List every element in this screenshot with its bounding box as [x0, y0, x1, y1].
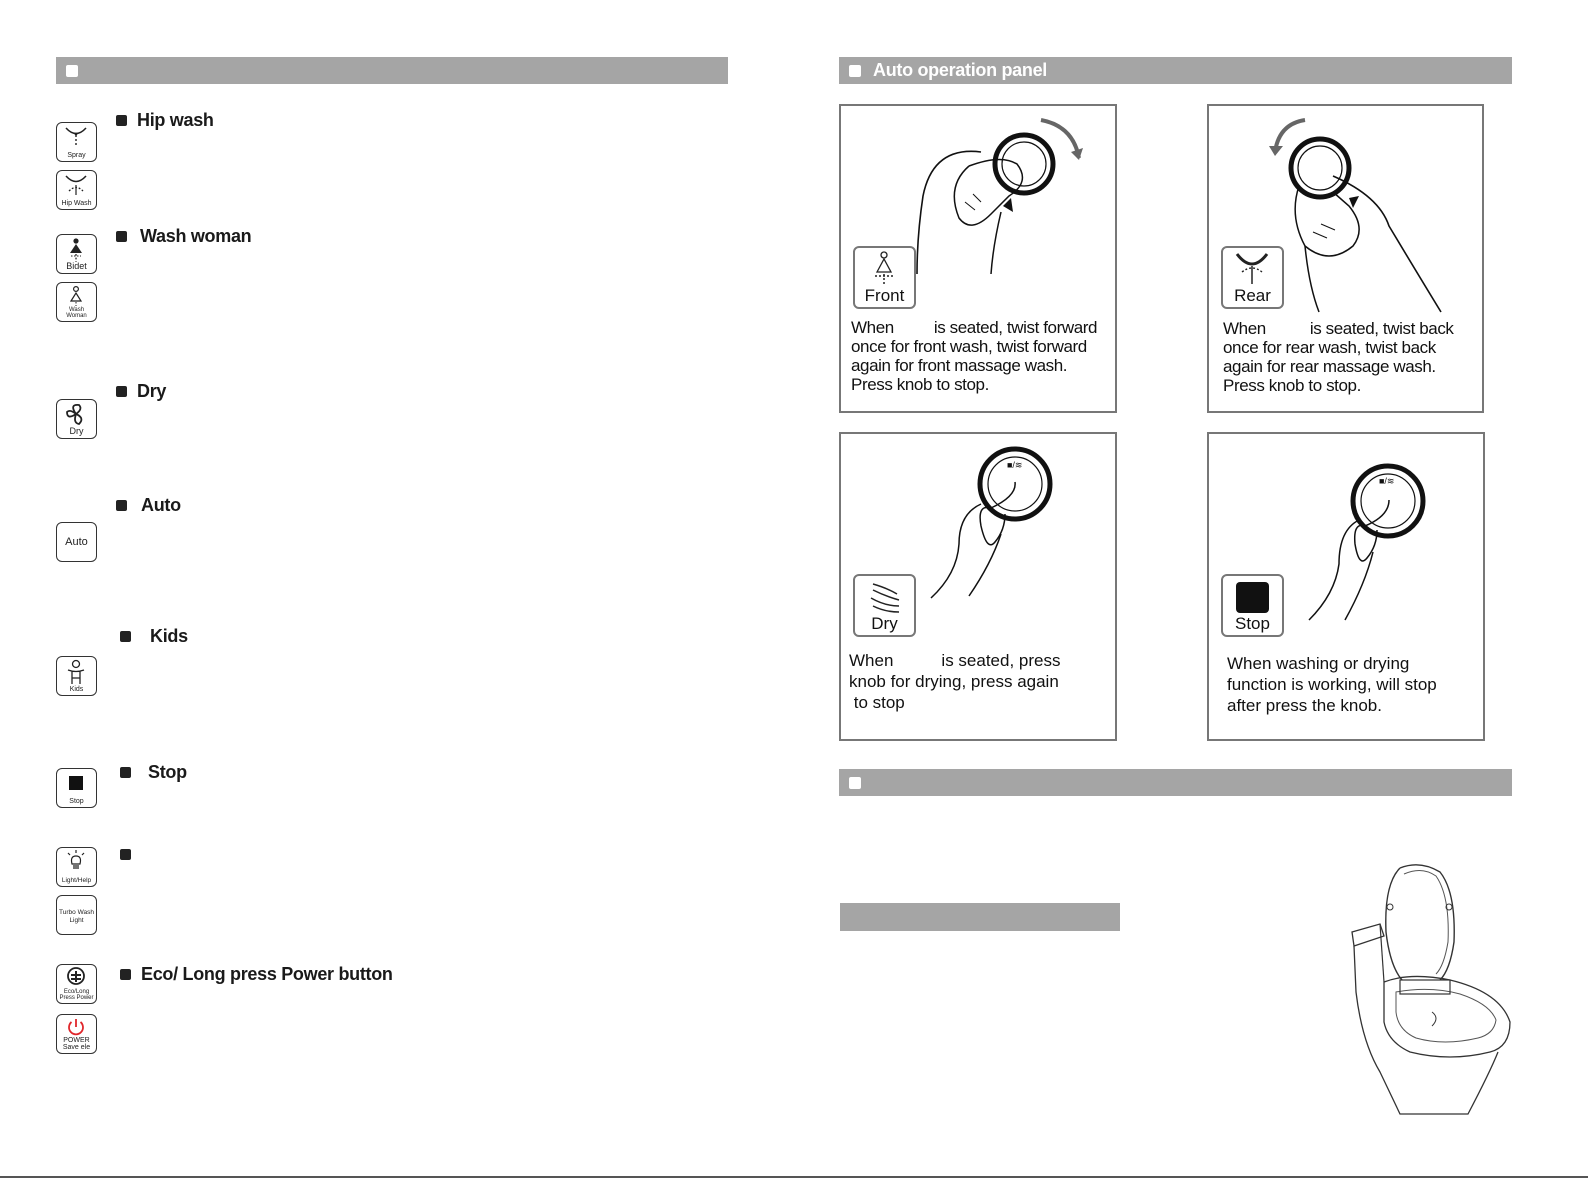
kids-button: [56, 656, 97, 696]
left-section-header: [56, 57, 728, 84]
power-label: POWER Save ele: [62, 1037, 91, 1051]
dry-icon-label: Dry: [871, 614, 898, 633]
feature-eco: [120, 964, 393, 985]
power-save-button: [56, 1014, 97, 1054]
turbo-wash-light-label: Turbo Wash Light: [59, 909, 94, 924]
rear-panel-text: When is seated, twist back once for rear wash, twist back again for rear massage wash. Press knob to stop.: [1223, 319, 1454, 395]
bullet-icon: [120, 767, 131, 778]
rear-icon-label: Rear: [1234, 286, 1271, 305]
bullet-icon: [120, 631, 131, 642]
feature-stop-title: Stop: [148, 762, 187, 782]
stop-label: Stop: [69, 798, 84, 805]
front-panel-text: When is seated, twist forward once for front wash, twist forward again for front massage wash. Press knob to stop.: [851, 318, 1098, 394]
header-square-icon: [849, 777, 861, 789]
light-help-button: [56, 847, 97, 887]
eco-label: Eco/Long Press Power: [59, 989, 94, 1001]
feature-hip-wash: [116, 110, 214, 131]
bottom-page-rule: [0, 1176, 1588, 1178]
stop-icon-label: Stop: [1235, 614, 1270, 633]
auto-button: [56, 522, 97, 562]
feature-hip-wash-title: Hip wash: [137, 110, 214, 130]
feature-stop: [120, 762, 187, 783]
dry-knob-icon: [853, 574, 916, 637]
front-icon: [855, 248, 913, 288]
bullet-icon: [116, 500, 127, 511]
bidet-button: [56, 234, 97, 274]
spray-label: Spray: [67, 152, 86, 159]
feature-dry-title: Dry: [137, 381, 167, 401]
auto-panel-header-text: Auto operation panel: [873, 60, 1048, 80]
feature-auto: [116, 495, 181, 516]
bullet-icon: [116, 386, 127, 397]
bullet-icon: [120, 849, 131, 860]
stop-panel-text: When washing or drying function is working, will stop after press the knob.: [1227, 654, 1437, 715]
bullet-icon: [120, 969, 131, 980]
turbo-wash-light-button: [56, 895, 97, 935]
header-square-icon: [66, 65, 78, 77]
rear-icon: [1223, 248, 1281, 288]
feature-wash-woman: [116, 226, 251, 247]
hip-wash-label: Hip Wash: [61, 200, 92, 207]
stop-square-icon: [1223, 576, 1281, 616]
auto-label: Auto: [65, 536, 88, 548]
dry-button: [56, 399, 97, 439]
feature-kids: [120, 626, 188, 647]
dry-panel: [839, 432, 1117, 741]
eco-long-press-power-button: [56, 964, 97, 1004]
feature-kids-title: Kids: [150, 626, 188, 646]
feature-wash-woman-title: Wash woman: [140, 226, 252, 246]
toilet-illustration: [1340, 862, 1520, 1120]
dry-waves-icon: [855, 576, 913, 616]
front-knob-icon: [853, 246, 916, 309]
bullet-icon: [116, 231, 127, 242]
bullet-icon: [116, 115, 127, 126]
kids-label: Kids: [69, 686, 84, 693]
svg-text:■/≋: ■/≋: [1379, 476, 1395, 486]
front-icon-label: Front: [864, 286, 905, 305]
svg-text:■/≋: ■/≋: [1007, 460, 1023, 470]
bidet-label: Bidet: [66, 261, 87, 271]
stop-button: [56, 768, 97, 808]
rear-wash-panel: [1207, 104, 1484, 413]
spray-button: [56, 122, 97, 162]
feature-auto-title: Auto: [141, 495, 181, 515]
stop-panel: [1207, 432, 1485, 741]
light-help-label: Light/Help: [61, 877, 92, 884]
wash-woman-label: Wash Woman: [66, 307, 87, 319]
feature-light: [120, 849, 141, 860]
stop-knob-icon: [1221, 574, 1284, 637]
feature-dry: [116, 381, 166, 402]
dry-label: Dry: [69, 426, 84, 436]
lower-sub-bar: [840, 903, 1120, 931]
wash-woman-button: [56, 282, 97, 322]
feature-eco-title: Eco/ Long press Power button: [141, 964, 393, 984]
lower-section-header: [839, 769, 1512, 796]
front-wash-panel: [839, 104, 1117, 413]
auto-operation-panel-header: [839, 57, 1512, 84]
dry-panel-text: When is seated, press knob for drying, press again to stop: [849, 651, 1061, 712]
rear-knob-icon: [1221, 246, 1284, 309]
hip-wash-button: [56, 170, 97, 210]
header-square-icon: [849, 65, 861, 77]
